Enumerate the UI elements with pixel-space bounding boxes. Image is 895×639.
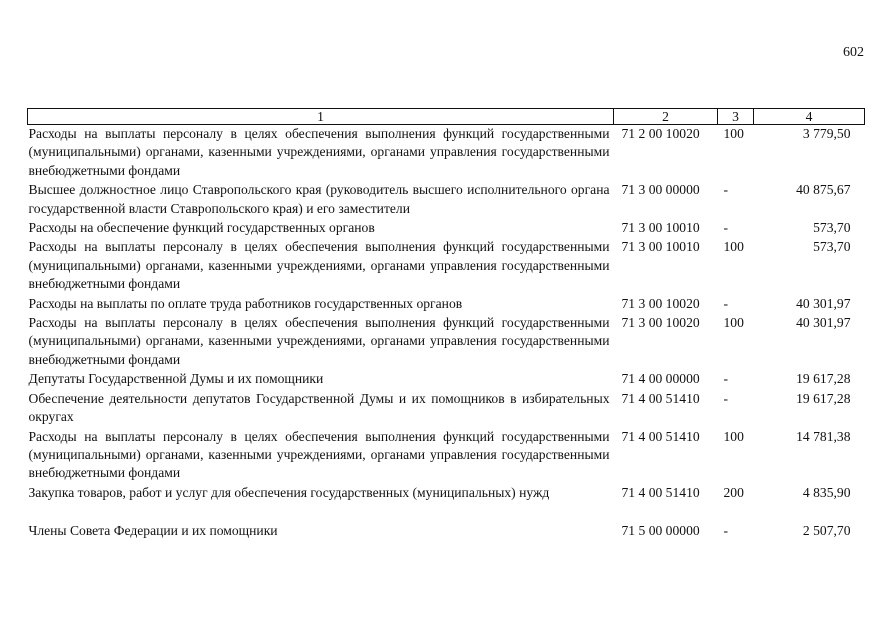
table-row xyxy=(28,125,865,182)
row-amount: 2 507,70 xyxy=(802,523,851,539)
row-name: Обеспечение деятельности депутатов Государственной Думы и их помощников в избирательных округах xyxy=(28,390,610,425)
row-name: Члены Совета Федерации и их помощники xyxy=(28,523,278,539)
table-row xyxy=(28,484,865,503)
row-name: Расходы на обеспечение функций государственных органов xyxy=(28,220,375,236)
row-amount: 573,70 xyxy=(813,239,851,255)
row-name: Закупка товаров, работ и услуг для обеспечения государственных (муниципальных) нужд xyxy=(28,484,550,500)
page-number: 602 xyxy=(843,45,864,60)
row-name: Расходы на выплаты персоналу в целях обеспечения выполнения функций государственными (муниципальными) органами, казенными учреждениями, органами управления государственными внебюджетными фондами xyxy=(28,315,610,367)
column-header-type: 3 xyxy=(718,109,754,125)
row-amount: 19 617,28 xyxy=(796,371,851,387)
table-row xyxy=(28,390,865,428)
table-row xyxy=(28,219,865,238)
row-code: 71 4 00 51410 xyxy=(621,484,700,500)
column-header-code: 2 xyxy=(614,109,718,125)
row-type: - xyxy=(723,390,729,406)
row-type: 100 xyxy=(723,126,744,141)
row-type: 200 xyxy=(723,484,744,500)
row-amount: 14 781,38 xyxy=(796,428,851,444)
row-name: Расходы на выплаты персоналу в целях обеспечения выполнения функций государственными (муниципальными) органами, казенными учреждениями, органами управления государственными внебюджетными фондами xyxy=(28,126,610,178)
row-type: 100 xyxy=(723,315,744,331)
row-amount: 19 617,28 xyxy=(796,390,851,406)
row-name: Расходы на выплаты персоналу в целях обеспечения выполнения функций государственными (муниципальными) органами, казенными учреждениями, органами управления государственными внебюджетными фондами xyxy=(28,428,610,481)
row-name: Расходы на выплаты персоналу в целях обеспечения выполнения функций государственными (муниципальными) органами, казенными учреждениями, органами управления государственными внебюджетными фондами xyxy=(28,239,610,292)
row-name: Расходы на выплаты по оплате труда работников государственных органов xyxy=(28,295,463,311)
column-header-amount: 4 xyxy=(754,109,865,125)
row-code: 71 4 00 51410 xyxy=(621,390,700,406)
row-amount: 3 779,50 xyxy=(802,126,851,141)
table-row xyxy=(28,503,865,541)
row-code: 71 2 00 10020 xyxy=(621,126,700,141)
row-amount: 573,70 xyxy=(813,220,851,236)
row-name: Депутаты Государственной Думы и их помощники xyxy=(28,371,324,387)
table-row xyxy=(28,181,865,219)
table-row xyxy=(28,238,865,294)
row-type: - xyxy=(723,523,729,539)
row-type: - xyxy=(723,220,729,236)
row-type: 100 xyxy=(723,428,744,444)
row-amount: 40 301,97 xyxy=(796,315,851,331)
table-row xyxy=(28,314,865,370)
row-amount: 40 301,97 xyxy=(796,295,851,311)
table-row xyxy=(28,428,865,484)
row-code: 71 3 00 10020 xyxy=(621,315,700,331)
budget-table xyxy=(27,108,865,542)
table-header-row xyxy=(28,109,865,125)
row-code: 71 4 00 00000 xyxy=(621,371,700,387)
row-type: 100 xyxy=(723,239,744,255)
row-amount: 40 875,67 xyxy=(796,182,851,198)
row-code: 71 4 00 51410 xyxy=(621,428,700,444)
table-row xyxy=(28,295,865,314)
table-row xyxy=(28,370,865,389)
row-type: - xyxy=(723,371,729,387)
row-code: 71 3 00 00000 xyxy=(621,182,700,198)
row-type: - xyxy=(723,295,729,311)
row-amount: 4 835,90 xyxy=(802,484,851,500)
row-code: 71 3 00 10020 xyxy=(621,295,700,311)
column-header-name: 1 xyxy=(28,109,614,125)
row-name: Высшее должностное лицо Ставропольского края (руководитель высшего исполнительного органа государственной власти Ставропольского края) и его заместители xyxy=(28,182,610,216)
row-code: 71 3 00 10010 xyxy=(621,220,700,236)
row-code: 71 3 00 10010 xyxy=(621,239,700,255)
row-type: - xyxy=(723,182,729,198)
row-code: 71 5 00 00000 xyxy=(621,523,700,539)
